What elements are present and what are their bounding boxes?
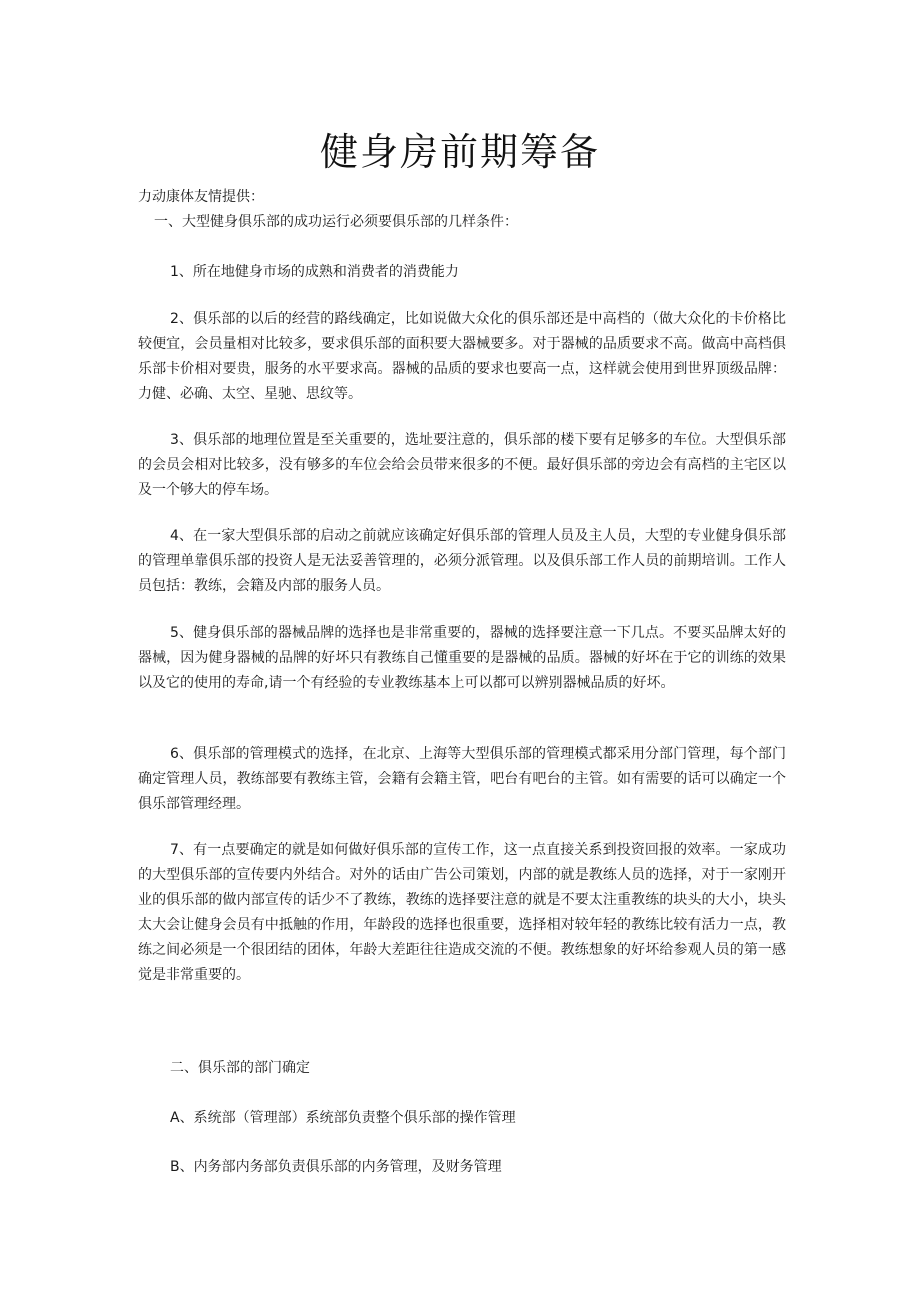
- department-a: A、系统部（管理部）系统部负责整个俱乐部的操作管理: [170, 1110, 516, 1126]
- section-1-heading: 一、大型健身俱乐部的成功运行必须要俱乐部的几样条件：: [154, 214, 518, 230]
- item-2: 2、俱乐部的以后的经营的路线确定，比如说做大众化的俱乐部还是中高档的（做大众化的卡价格比较便宜，会员量相对比较多，要求俱乐部的面积要大器械要多。对于器械的品质要求不高。做高中高档俱乐部卡价相对要贵，服务的水平要求高。器械的品质的要求也要高一点，这样就会使用到世界顶级品牌：力健、必确、太空、星驰、思纹等。: [138, 311, 786, 402]
- item-3: 3、俱乐部的地理位置是至关重要的，选址要注意的，俱乐部的楼下要有足够多的车位。大型俱乐部的会员会相对比较多，没有够多的车位会给会员带来很多的不便。最好俱乐部的旁边会有高档的主宅区以及一个够大的停车场。: [138, 432, 786, 498]
- item-5: 5、健身俱乐部的器械品牌的选择也是非常重要的，器械的选择要注意一下几点。不要买品牌太好的器械，因为健身器械的品牌的好坏只有教练自己懂重要的是器械的品质。器械的好坏在于它的训练的效果以及它的使用的寿命,请一个有经验的专业教练基本上可以都可以辨别器械品质的好坏。: [138, 625, 786, 691]
- department-b: B、内务部内务部负责俱乐部的内务管理，及财务管理: [170, 1159, 502, 1175]
- section-2-heading: 二、俱乐部的部门确定: [170, 1060, 310, 1076]
- item-7: 7、有一点要确定的就是如何做好俱乐部的宣传工作，这一点直接关系到投资回报的效率。一家成功的大型俱乐部的宣传要内外结合。对外的话由广告公司策划，内部的就是教练人员的选择，对于一家刚开业的俱乐部的做内部宣传的话少不了教练，教练的选择要注意的就是不要太注重教练的块头的大小，块头太大会让健身会员有中抵触的作用，年龄段的选择也很重要，选择相对较年轻的教练比较有活力一点，教练之间必须是一个很团结的团体，年龄大差距往往造成交流的不便。教练想象的好坏给参观人员的第一感觉是非常重要的。: [138, 842, 786, 983]
- item-6: 6、俱乐部的管理模式的选择，在北京、上海等大型俱乐部的管理模式都采用分部门管理，每个部门确定管理人员，教练部要有教练主管，会籍有会籍主管，吧台有吧台的主管。如有需要的话可以确定一个俱乐部管理经理。: [138, 746, 786, 812]
- document-title: 健身房前期筹备: [319, 130, 600, 174]
- credit-line: 力动康体友情提供：: [138, 189, 264, 205]
- item-1: 1、所在地健身市场的成熟和消费者的消费能力: [170, 264, 459, 280]
- item-4: 4、在一家大型俱乐部的启动之前就应该确定好俱乐部的管理人员及主人员，大型的专业健身俱乐部的管理单靠俱乐部的投资人是无法妥善管理的，必须分派管理。以及俱乐部工作人员的前期培训。工作人员包括：教练，会籍及内部的服务人员。: [138, 528, 786, 594]
